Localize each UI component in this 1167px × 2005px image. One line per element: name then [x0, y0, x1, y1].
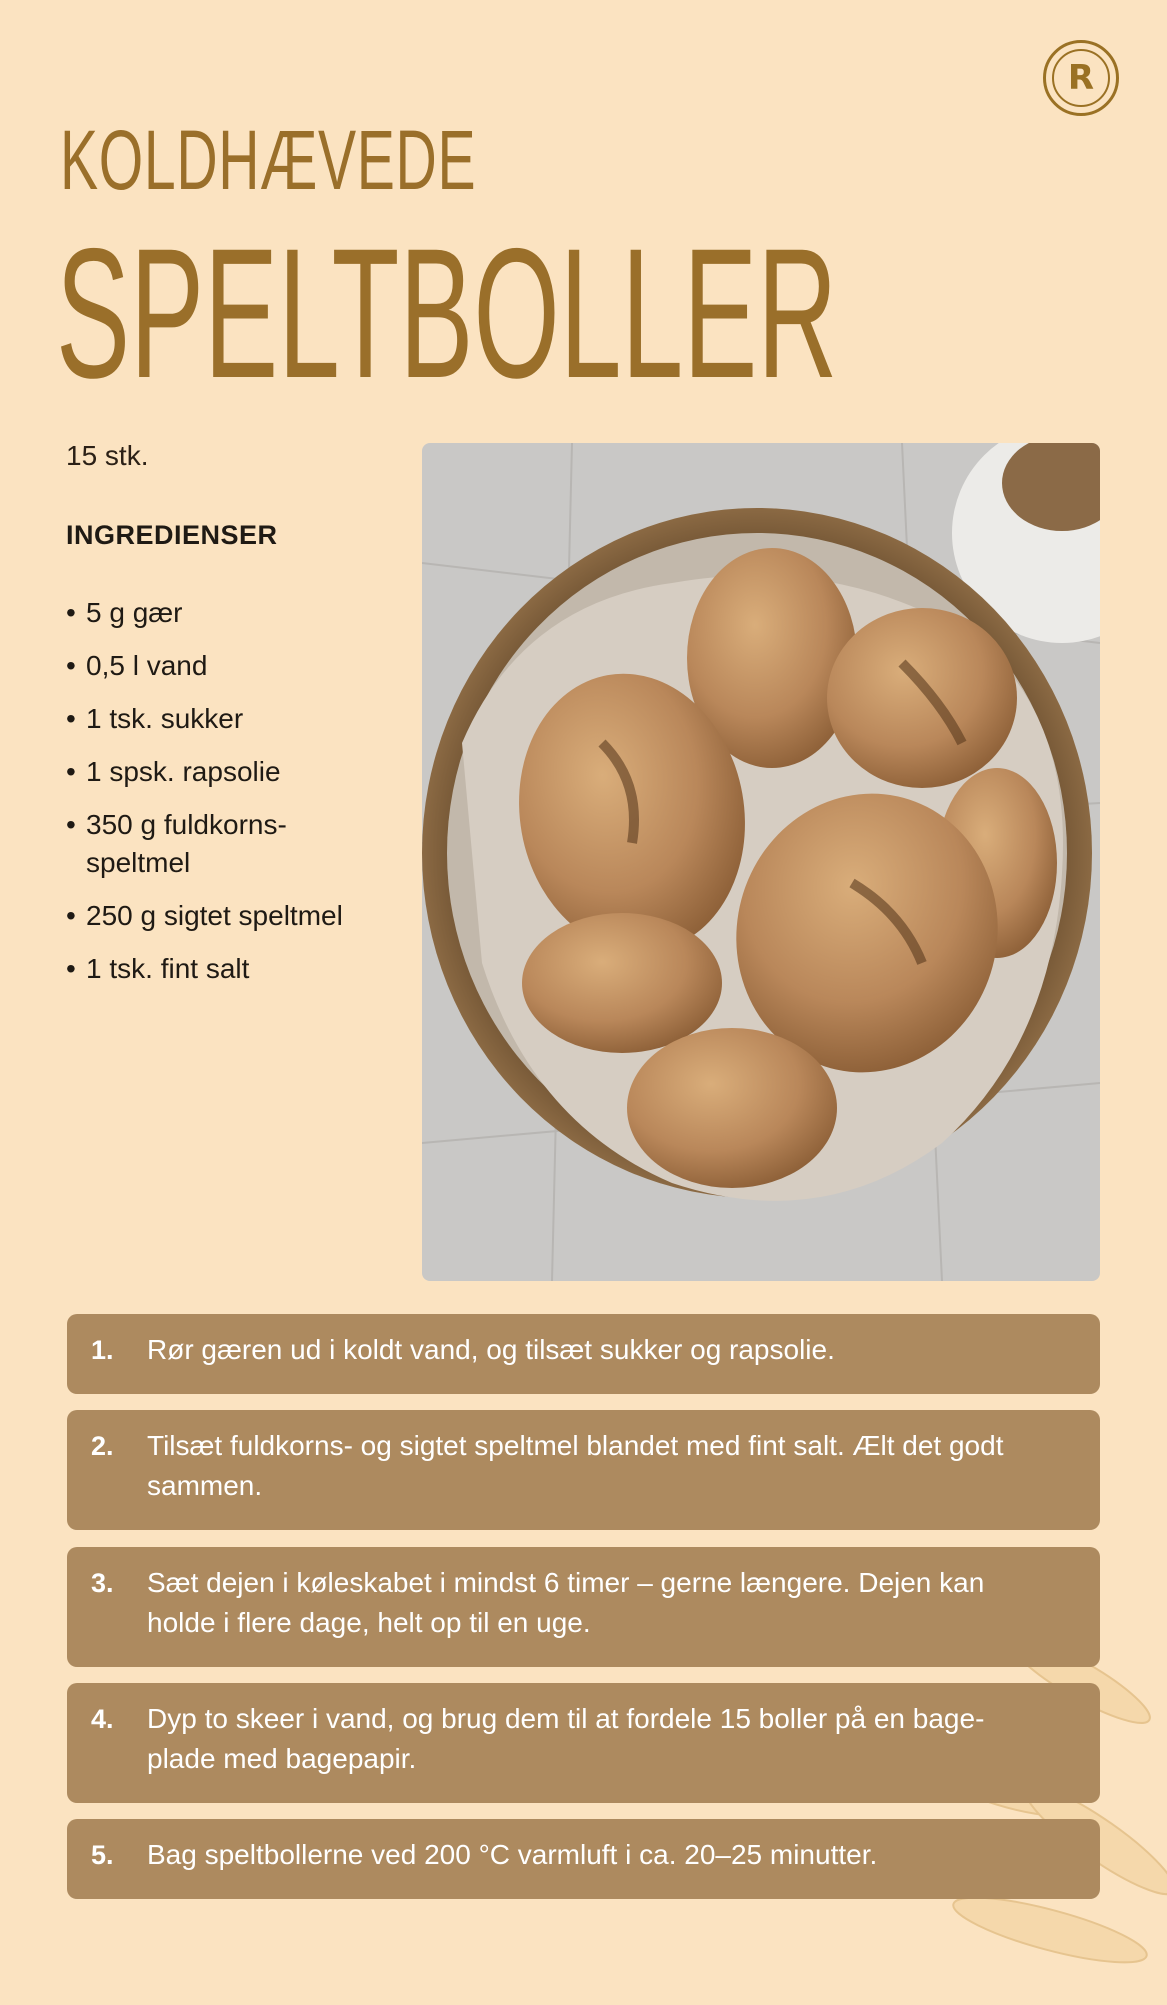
ingredient-item: • 5 g gær	[66, 594, 406, 632]
step-4	[67, 1683, 1100, 1803]
ingredient-item: • 0,5 l vand	[66, 647, 406, 685]
step-2	[67, 1410, 1100, 1530]
ingredient-item: • 1 spsk. rapsolie	[66, 753, 406, 791]
step-text: Rør gæren ud i koldt vand, og tilsæt sukker og rapsolie.	[147, 1334, 835, 1365]
step-number: 2.	[91, 1431, 114, 1461]
step-text: Sæt dejen i køleskabet i mindst 6 timer – gerne længere. Dejen kan holde i flere dage, helt op til en uge.	[147, 1567, 985, 1638]
step-text: Dyp to skeer i vand, og brug dem til at fordele 15 boller på en bage-plade med bagepapir.	[147, 1703, 985, 1774]
ingredient-item: • 350 g fuldkorns- speltmel	[66, 806, 406, 882]
step-text: Bag speltbollerne ved 200 °C varmluft i ca. 20–25 minutter.	[147, 1839, 878, 1870]
ingredient-item: • 250 g sigtet speltmel	[66, 897, 406, 935]
brand-logo-letter: R	[1052, 49, 1110, 107]
step-text: Tilsæt fuldkorns- og sigtet speltmel blandet med fint salt. Ælt det godt sammen.	[147, 1430, 1004, 1501]
recipe-yield: 15 stk.	[66, 440, 149, 471]
brand-logo[interactable]	[1043, 40, 1119, 116]
ingredients-list	[66, 594, 406, 1003]
step-1	[67, 1314, 1100, 1394]
step-number: 1.	[91, 1335, 114, 1365]
step-number: 3.	[91, 1568, 114, 1598]
recipe-title-line2: SPELTBOLLER	[56, 211, 838, 417]
ingredient-item: • 1 tsk. fint salt	[66, 950, 406, 988]
ingredient-item: • 1 tsk. sukker	[66, 700, 406, 738]
bread-basket-illustration	[422, 443, 1100, 1281]
step-3	[67, 1547, 1100, 1667]
recipe-title-line1: KOLDHÆVEDE	[60, 113, 477, 207]
bread-basket-photo	[422, 443, 1100, 1281]
step-number: 4.	[91, 1704, 114, 1734]
step-number: 5.	[91, 1840, 114, 1870]
step-5	[67, 1819, 1100, 1899]
ingredients-heading: INGREDIENSER	[66, 520, 278, 550]
